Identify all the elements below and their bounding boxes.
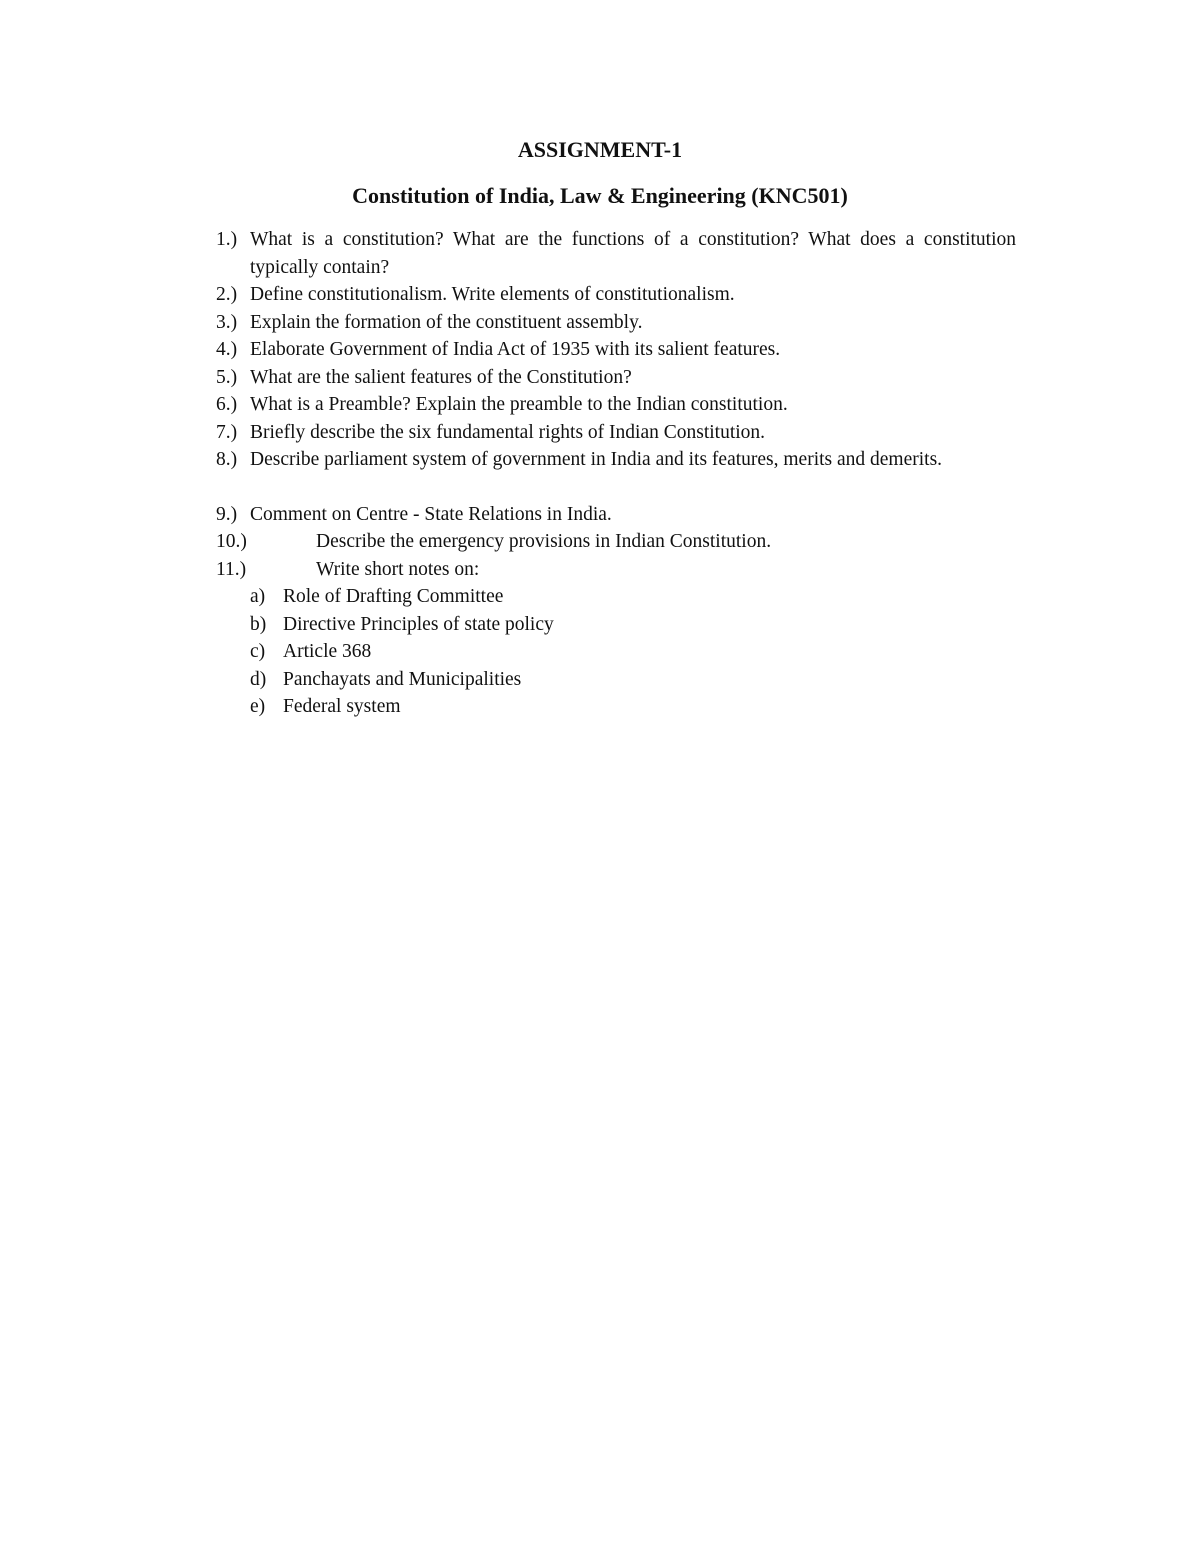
sub-item bbox=[250, 583, 950, 611]
question-number: 3.) bbox=[216, 312, 238, 333]
question-item bbox=[216, 364, 1016, 392]
sub-item-letter: c) bbox=[250, 641, 266, 662]
question-item bbox=[216, 391, 1016, 419]
question-text: What is a Preamble? Explain the preamble to the Indian constitution. bbox=[250, 394, 788, 415]
sub-item bbox=[250, 638, 950, 666]
question-text: What is a constitution? What are the functions of a constitution? What does a constitution typically contain? bbox=[250, 229, 1016, 278]
question-number: 8.) bbox=[216, 449, 238, 470]
sub-item bbox=[250, 666, 950, 694]
sub-item-letter: d) bbox=[250, 669, 267, 690]
question-number: 9.) bbox=[216, 504, 238, 525]
question-item bbox=[216, 501, 1016, 529]
question-text: Describe parliament system of government in India and its features, merits and demerits. bbox=[250, 449, 943, 470]
question-number: 10.) bbox=[216, 531, 247, 552]
question-number: 6.) bbox=[216, 394, 238, 415]
sub-item-text: Directive Principles of state policy bbox=[283, 614, 554, 635]
question-text: Describe the emergency provisions in Indian Constitution. bbox=[316, 531, 772, 552]
sub-item-text: Panchayats and Municipalities bbox=[283, 669, 522, 690]
question-item bbox=[216, 309, 1016, 337]
assignment-title: ASSIGNMENT-1 bbox=[517, 137, 683, 162]
sub-item-text: Article 368 bbox=[283, 641, 372, 662]
sub-item-text: Role of Drafting Committee bbox=[283, 586, 504, 607]
question-item bbox=[216, 281, 1016, 309]
question-item bbox=[216, 446, 1016, 474]
question-item bbox=[216, 556, 1016, 584]
sub-item-text: Federal system bbox=[283, 696, 401, 717]
question-number: 7.) bbox=[216, 422, 238, 443]
question-number: 5.) bbox=[216, 367, 238, 388]
sub-item-letter: b) bbox=[250, 614, 267, 635]
sub-item-letter: a) bbox=[250, 586, 266, 607]
question-number: 1.) bbox=[216, 229, 238, 250]
question-item bbox=[216, 419, 1016, 447]
question-text: Define constitutionalism. Write elements of constitutionalism. bbox=[250, 284, 735, 305]
question-item bbox=[216, 528, 1016, 556]
question-number: 2.) bbox=[216, 284, 238, 305]
question-text: What are the salient features of the Constitution? bbox=[250, 367, 632, 388]
question-text: Briefly describe the six fundamental rights of Indian Constitution. bbox=[250, 422, 766, 443]
sub-item bbox=[250, 611, 950, 639]
question-text: Write short notes on: bbox=[316, 559, 480, 580]
question-text: Comment on Centre - State Relations in India. bbox=[250, 504, 612, 525]
question-text: Elaborate Government of India Act of 1935 with its salient features. bbox=[250, 339, 781, 360]
question-item bbox=[216, 226, 1016, 281]
question-number: 11.) bbox=[216, 559, 247, 580]
course-subtitle: Constitution of India, Law & Engineering (KNC501) bbox=[352, 183, 848, 208]
sub-item bbox=[250, 693, 950, 721]
question-number: 4.) bbox=[216, 339, 238, 360]
question-text: Explain the formation of the constituent assembly. bbox=[250, 312, 643, 333]
question-item bbox=[216, 336, 1016, 364]
sub-item-letter: e) bbox=[250, 696, 266, 717]
